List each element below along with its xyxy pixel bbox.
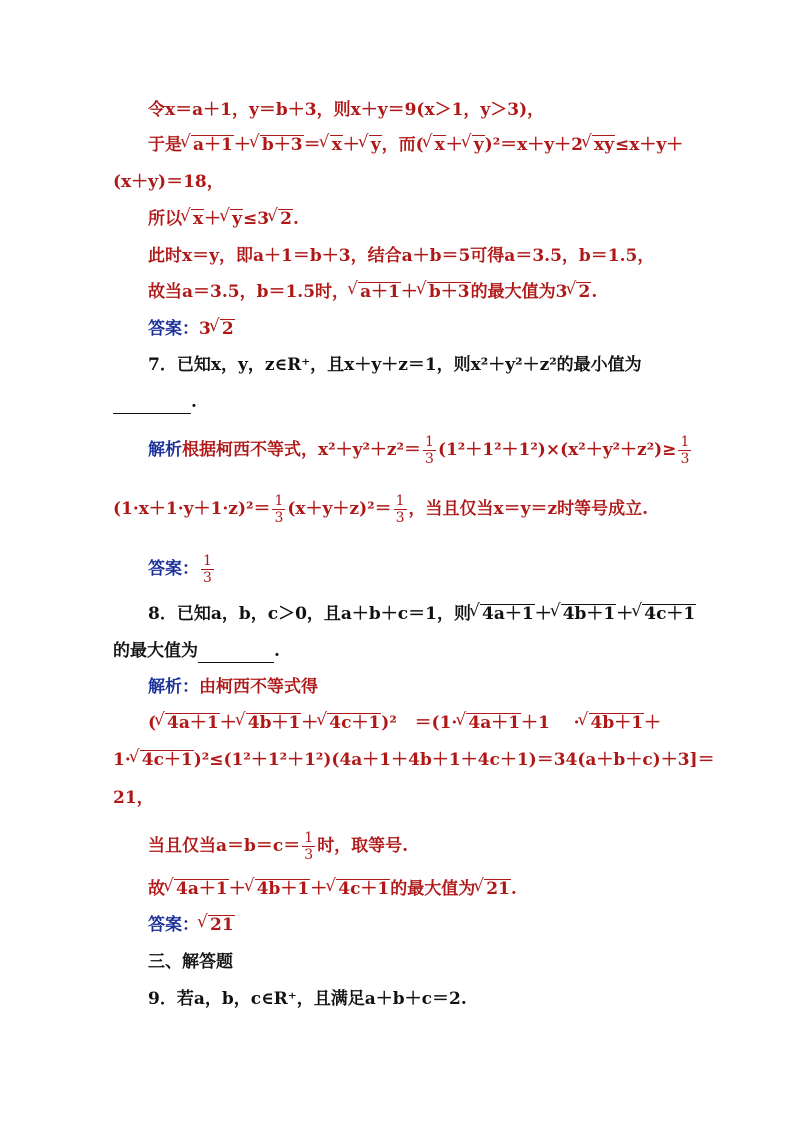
fraction-one-third	[394, 493, 407, 526]
answer-blank	[198, 638, 274, 663]
text: ＋	[445, 135, 463, 155]
sqrt	[336, 879, 390, 898]
radicand: xy	[594, 135, 615, 155]
radicand: b＋3	[261, 135, 303, 155]
text: ＋	[228, 879, 246, 899]
radicand: 4b＋1	[590, 713, 644, 733]
sqrt	[642, 604, 696, 623]
text: ＋	[534, 604, 552, 624]
sqrt	[255, 879, 311, 898]
text: )²	[381, 713, 397, 733]
text: ＋	[204, 209, 222, 229]
denominator: 3	[274, 510, 284, 526]
text: 1·	[113, 750, 131, 770]
denominator: 3	[203, 570, 212, 586]
text: ＋	[301, 713, 319, 733]
text: ·	[573, 713, 580, 733]
sqrt	[358, 282, 401, 301]
radicand: y	[473, 135, 484, 155]
text: ＝	[303, 135, 321, 155]
radicand: 4c＋1	[644, 604, 696, 624]
numerator: 1	[425, 434, 434, 450]
sqrt	[480, 604, 535, 623]
fraction-one-third	[272, 493, 285, 526]
solution-8-line-2	[148, 711, 661, 735]
sqrt	[484, 879, 511, 898]
text: 的最大值为	[113, 641, 198, 661]
solution-7-line-2	[113, 493, 648, 526]
sqrt	[246, 713, 302, 732]
denominator: 3	[395, 510, 405, 526]
text: )²≤(1²＋1²＋1²)(4a＋1＋4b＋1＋4c＋1)＝34(a＋b＋c)＋3]＝	[193, 750, 715, 770]
answer-7	[148, 553, 216, 586]
denominator: 3	[304, 847, 314, 863]
text: 的最大值为3	[470, 282, 568, 302]
text: 由柯西不等式得	[199, 677, 318, 697]
text: ＋	[616, 604, 634, 624]
text: ≤3	[243, 209, 270, 229]
sqrt	[327, 713, 381, 732]
question-text: 7．已知x，y，z∈R⁺，且x＋y＋z＝1，则x²＋y²＋z²的最小值为	[148, 355, 642, 375]
sqrt	[561, 604, 617, 623]
denominator: 3	[425, 451, 434, 467]
solution-line-5	[148, 244, 654, 268]
question-7-blank-line	[113, 389, 197, 414]
radicand: a＋1	[360, 282, 400, 302]
text: .	[274, 641, 280, 661]
radicand: 2	[578, 282, 591, 302]
radicand: 4c＋1	[329, 713, 381, 733]
text: ＋	[644, 713, 662, 733]
sqrt	[466, 713, 521, 732]
sqrt	[592, 135, 615, 154]
text: 故	[148, 879, 165, 899]
text: .	[510, 879, 517, 899]
answer-label: 答案：	[148, 559, 199, 579]
solution-line-3	[113, 170, 224, 194]
sqrt	[369, 135, 382, 154]
radicand: x	[193, 209, 204, 229]
radicand: 4c＋1	[141, 750, 193, 770]
text: ＋	[400, 282, 418, 302]
sqrt	[230, 209, 243, 228]
fraction-one-third	[201, 553, 214, 586]
answer-6	[148, 317, 235, 341]
question-7	[148, 353, 642, 377]
sqrt	[220, 319, 235, 338]
radicand: 21	[486, 879, 510, 899]
fraction-one-third	[678, 434, 691, 467]
radicand: y	[370, 135, 381, 155]
text: .	[292, 209, 299, 229]
text: 故当a＝3.5，b＝1.5时，	[148, 282, 350, 302]
sqrt	[427, 282, 471, 301]
radicand: 2	[280, 209, 292, 229]
text: 令x＝a＋1，y＝b＋3，则x＋y＝9(x＞1，y＞3)，	[148, 100, 545, 120]
solution-8-line-1	[148, 675, 318, 699]
fraction-one-third	[302, 830, 315, 863]
text: ＝(1·	[414, 713, 458, 733]
question-9	[148, 987, 467, 1011]
numerator: 1	[395, 493, 405, 509]
fraction-one-third	[423, 434, 436, 467]
sqrt	[191, 135, 234, 154]
text: 此时x＝y，即a＋1＝b＋3，结合a＋b＝5可得a＝3.5，b＝1.5，	[148, 246, 655, 266]
text: .	[191, 392, 197, 412]
numerator: 1	[203, 553, 212, 569]
solution-line-4	[148, 207, 299, 231]
text: ≤x＋y＋	[615, 135, 684, 155]
sqrt	[174, 879, 229, 898]
sqrt	[208, 915, 235, 934]
radicand: 2	[221, 319, 234, 339]
answer-8	[148, 913, 235, 937]
radicand: y	[232, 209, 243, 229]
question-8	[148, 602, 696, 626]
numerator: 1	[274, 493, 284, 509]
solution-8-line-6	[148, 877, 517, 901]
radicand: x	[434, 135, 445, 155]
solution-line-6	[148, 280, 597, 304]
text: ，当且仅当x＝y＝z时等号成立.	[408, 499, 649, 519]
radicand: a＋1	[193, 135, 233, 155]
solution-8-line-3	[113, 748, 715, 772]
text: (1·x＋1·y＋1·z)²＝	[113, 499, 271, 519]
sqrt	[140, 750, 194, 769]
answer-label: 答案：	[148, 319, 199, 339]
solution-line-2	[148, 133, 683, 157]
radicand: 4a＋1	[482, 604, 534, 624]
text: ＋	[219, 713, 237, 733]
radicand: 4a＋1	[468, 713, 521, 733]
text: ＋	[233, 135, 251, 155]
radicand: b＋3	[428, 282, 470, 302]
text: )²＝x＋y＋2	[484, 135, 584, 155]
radicand: 4c＋1	[338, 879, 390, 899]
text: ＋	[342, 135, 360, 155]
text: (1²＋1²＋1²)×(x²＋y²＋z²)≥	[437, 440, 677, 460]
numerator: 1	[680, 434, 690, 450]
text: ，而(	[381, 135, 424, 155]
sqrt	[433, 135, 446, 154]
radicand: 4a＋1	[167, 713, 219, 733]
text: 8．已知a，b，c＞0，且a＋b＋c＝1，则	[148, 604, 471, 624]
sqrt	[191, 209, 204, 228]
solution-line-1	[148, 98, 544, 122]
radicand: 4b＋1	[247, 713, 301, 733]
text: (	[148, 713, 157, 733]
sqrt	[589, 713, 645, 732]
solution-8-line-5	[148, 830, 408, 863]
solution-7-line-1	[148, 434, 693, 467]
radicand: 21	[210, 915, 234, 935]
sqrt	[576, 282, 591, 301]
text: (x＋y＋z)²＝	[287, 499, 392, 519]
text: .	[591, 282, 598, 302]
radicand: 4a＋1	[176, 879, 228, 899]
text: 3	[199, 319, 211, 339]
text: (x＋y)＝18，	[113, 172, 224, 192]
question-text: 9．若a，b，c∈R⁺，且满足a＋b＋c＝2.	[148, 989, 467, 1009]
sqrt	[330, 135, 343, 154]
text: 当且仅当a＝b＝c＝	[148, 836, 301, 856]
answer-blank	[113, 389, 191, 414]
text: 的最大值为	[390, 879, 476, 899]
solution-label: 解析	[148, 440, 182, 460]
solution-8-line-4	[113, 786, 154, 810]
sqrt	[260, 135, 304, 154]
text: 时，取等号.	[317, 836, 409, 856]
solution-label: 解析：	[148, 677, 199, 697]
denominator: 3	[680, 451, 690, 467]
text: 21，	[113, 788, 154, 808]
answer-label: 答案：	[148, 915, 199, 935]
question-8-line-2	[113, 638, 280, 663]
heading-text: 三、解答题	[148, 952, 233, 972]
text: ＋1	[521, 713, 550, 733]
sqrt	[278, 209, 293, 228]
text: 根据柯西不等式，x²＋y²＋z²＝	[182, 440, 422, 460]
radicand: 4b＋1	[256, 879, 310, 899]
text: 于是	[148, 135, 182, 155]
text: 所以	[148, 209, 182, 229]
radicand: 4b＋1	[562, 604, 616, 624]
section-heading	[148, 950, 233, 974]
text: ＋	[310, 879, 328, 899]
radicand: x	[331, 135, 342, 155]
sqrt	[165, 713, 220, 732]
numerator: 1	[304, 830, 314, 846]
sqrt	[472, 135, 485, 154]
